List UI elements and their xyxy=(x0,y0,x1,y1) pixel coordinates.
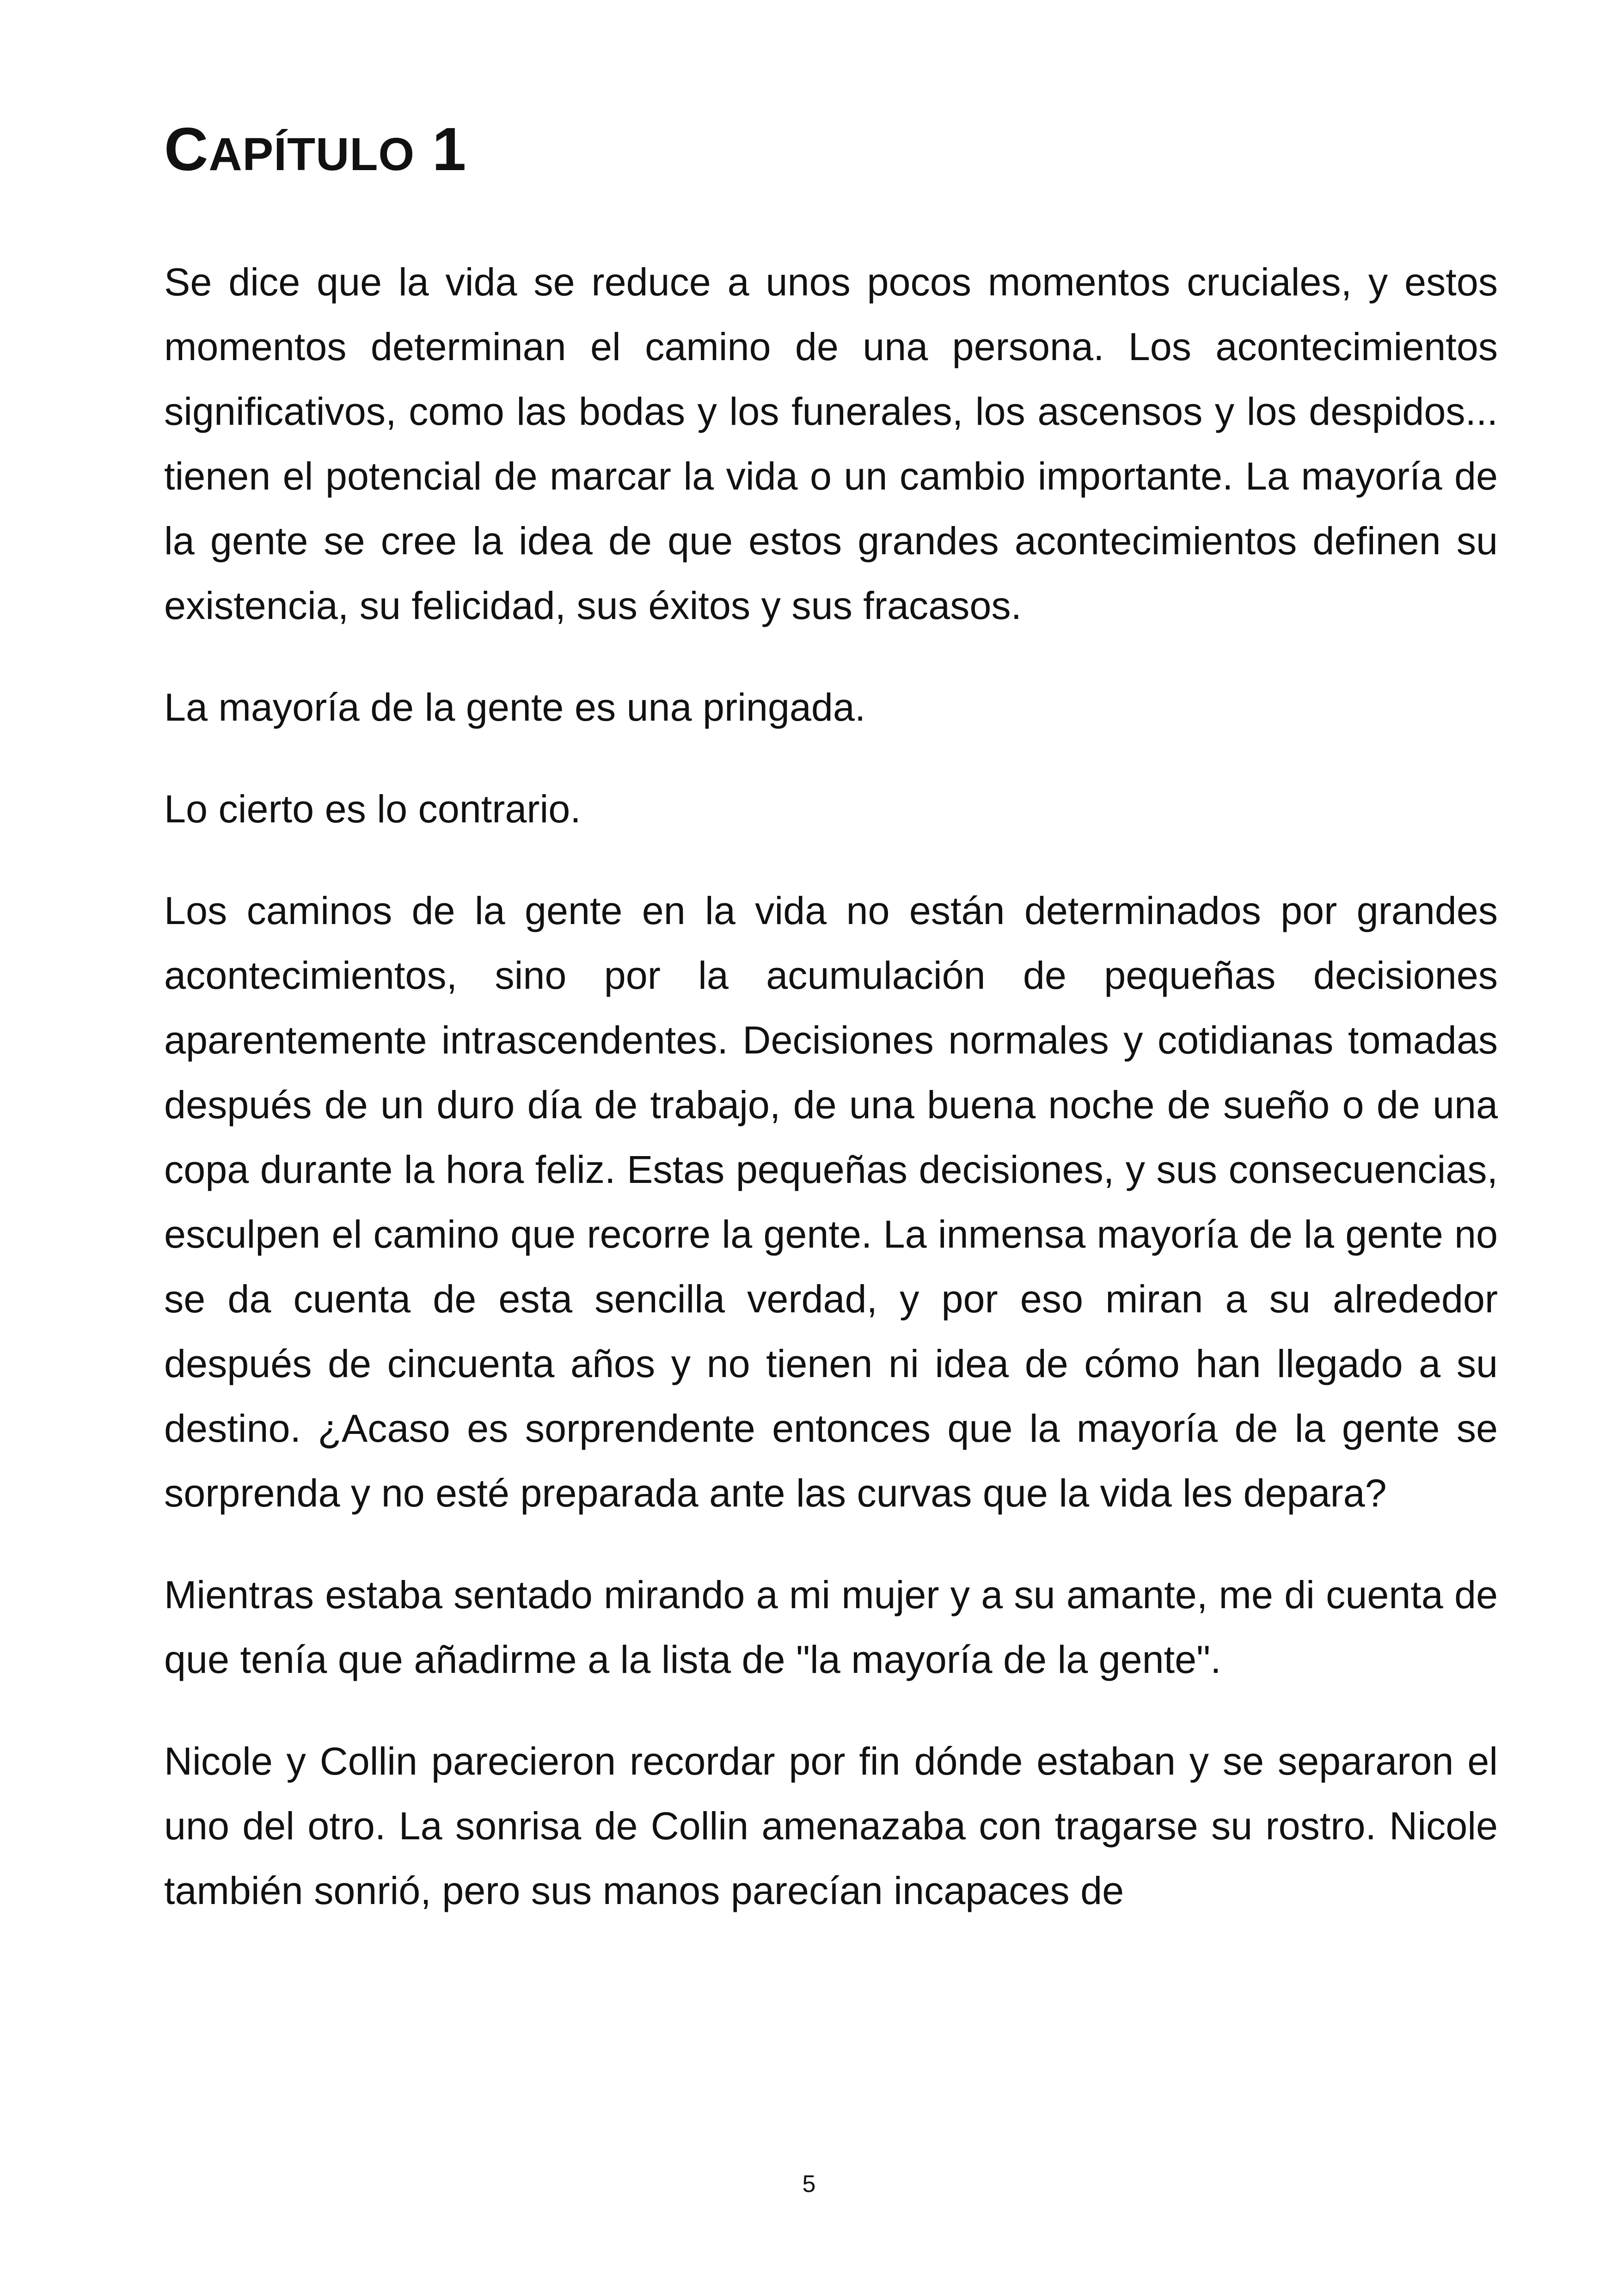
chapter-number: 1 xyxy=(432,115,467,183)
paragraph-5: Mientras estaba sentado mirando a mi mujer y a su amante, me di cuenta de que tenía que añadirme a la lista de "la mayoría de la gente". xyxy=(164,1573,1498,1681)
chapter-title-initial: C xyxy=(164,115,209,183)
page-number: 5 xyxy=(802,2171,816,2198)
paragraph-2: La mayoría de la gente es una pringada. xyxy=(164,686,866,729)
paragraph-1: Se dice que la vida se reduce a unos pocos momentos cruciales, y estos momentos determinan el camino de una persona. Los acontecimientos significativos, como las bodas y los funerales, los ascensos y los despidos... tienen el potencial de marcar la vida o un cambio importante. La mayoría de la gente se cree la idea de que estos grandes acontecimientos definen su existencia, su felicidad, sus éxitos y sus fracasos. xyxy=(164,260,1498,627)
paragraph-6: Nicole y Collin parecieron recordar por fin dónde estaban y se separaron el uno del otro. La sonrisa de Collin amenazaba con tragarse su rostro. Nicole también sonrió, pero sus manos parecían incapaces de xyxy=(164,1739,1498,1912)
paragraph-4: Los caminos de la gente en la vida no están determinados por grandes acontecimientos, sino por la acumulación de pequeñas decisiones aparentemente intrascendentes. Decisiones normales y cotidianas tomadas después de un duro día de trabajo, de una buena noche de sueño o de una copa durante la hora feliz. Estas pequeñas decisiones, y sus consecuencias, esculpen el camino que recorre la gente. La inmensa mayoría de la gente no se da cuenta de esta sencilla verdad, y por eso miran a su alrededor después de cincuenta años y no tienen ni idea de cómo han llegado a su destino. ¿Acaso es sorprendente entonces que la mayoría de la gente se sorprenda y no esté preparada ante las curvas que la vida les depara? xyxy=(164,889,1498,1515)
chapter-title xyxy=(164,116,466,183)
paragraph-3: Lo cierto es lo contrario. xyxy=(164,787,581,831)
chapter-title-rest: APÍTULO xyxy=(208,129,415,180)
chapter-body xyxy=(164,250,1498,1960)
